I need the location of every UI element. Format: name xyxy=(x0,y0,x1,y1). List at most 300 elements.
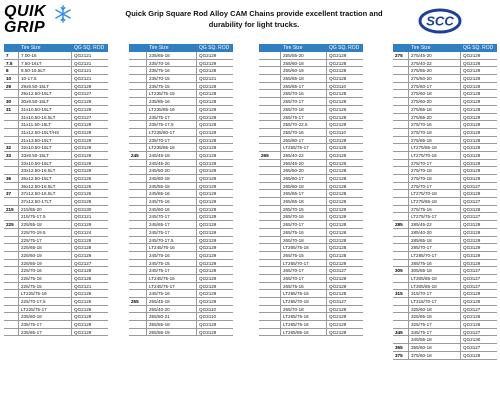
tire-size-cell: 235/70-16 xyxy=(149,60,170,66)
chain-code-cell: QG2121 xyxy=(74,76,92,82)
table-row xyxy=(393,137,497,145)
cell-divider xyxy=(18,306,19,313)
cell-divider xyxy=(326,260,327,267)
cell-divider xyxy=(280,90,281,97)
table-row xyxy=(259,98,363,106)
cell-divider xyxy=(196,221,197,228)
chain-code-cell: QG2129 xyxy=(199,60,217,66)
table-row xyxy=(4,213,108,221)
cell-divider xyxy=(146,106,147,113)
cell-divider xyxy=(460,190,461,197)
tire-size-cell: 265/70-16 xyxy=(283,214,304,220)
tire-size-cell: 235/75-17 xyxy=(149,114,170,120)
cell-divider xyxy=(460,306,461,313)
tire-size-cell: 255/75-17 xyxy=(283,114,304,120)
tire-size-cell: 285/45-22 xyxy=(411,222,432,228)
table-header xyxy=(129,44,233,52)
table-row xyxy=(393,160,497,168)
cell-divider xyxy=(326,329,327,336)
cell-divider xyxy=(71,52,72,59)
table-row xyxy=(4,137,108,145)
cell-divider xyxy=(460,83,461,90)
cell-divider xyxy=(18,190,19,197)
chain-code-cell: QG2121 xyxy=(199,76,217,82)
cell-divider xyxy=(326,144,327,151)
chain-code-cell: QG2128 xyxy=(199,99,217,105)
tire-size-cell: 245/55-18 xyxy=(149,183,170,189)
tire-size-cell: 275/70-18 xyxy=(411,176,432,181)
cell-divider xyxy=(146,275,147,282)
tire-size-cell: 255/70-22.5 xyxy=(283,122,308,128)
cell-divider xyxy=(71,160,72,167)
cell-divider xyxy=(196,160,197,167)
group-cell: 29 xyxy=(6,83,12,89)
table-row xyxy=(259,83,363,91)
cell-divider xyxy=(18,198,19,205)
table-row xyxy=(393,267,497,275)
cell-divider xyxy=(146,137,147,144)
cell-divider xyxy=(18,121,19,128)
table-row xyxy=(259,260,363,268)
tire-size-cell: 225/55-18 xyxy=(21,222,42,228)
table-row xyxy=(259,183,363,191)
cell-divider xyxy=(280,313,281,320)
cell-divider xyxy=(71,283,72,290)
chain-code-cell: QG2128 xyxy=(329,291,347,297)
cell-divider xyxy=(146,306,147,313)
chain-code-cell: QG3129 xyxy=(463,352,481,358)
cell-divider xyxy=(280,98,281,105)
table-row xyxy=(259,114,363,122)
group-cell: 305 xyxy=(395,268,403,274)
table-row xyxy=(129,298,233,306)
group-cell: 375 xyxy=(395,352,403,358)
chain-code-cell: QG2126 xyxy=(463,314,481,320)
cell-divider xyxy=(280,60,281,67)
cell-divider xyxy=(18,60,19,67)
tire-size-cell: 225/70-16 xyxy=(21,268,42,274)
tire-size-cell: LT265/75-16 xyxy=(283,314,309,320)
table-row xyxy=(259,52,363,60)
cell-divider xyxy=(408,237,409,244)
cell-divider xyxy=(280,137,281,144)
cell-divider xyxy=(71,206,72,213)
cell-divider xyxy=(71,90,72,97)
chain-code-cell: QG3129 xyxy=(463,114,481,120)
tire-size-cell: 255/70-16 xyxy=(283,129,304,135)
logo-line-2: GRIP xyxy=(4,19,46,36)
cell-divider xyxy=(71,83,72,90)
table-row xyxy=(4,152,108,160)
table-row xyxy=(393,283,497,291)
cell-divider xyxy=(326,298,327,305)
chain-code-cell: QG3129 xyxy=(463,237,481,243)
chain-code-cell: QG2128 xyxy=(74,268,92,274)
chain-code-cell: QG2126 xyxy=(74,176,92,181)
chain-code-cell: QG2129 xyxy=(199,245,217,251)
table-row xyxy=(4,183,108,191)
page-header xyxy=(0,0,500,42)
cell-divider xyxy=(18,98,19,105)
cell-divider xyxy=(460,60,461,67)
table-row xyxy=(393,106,497,114)
cell-divider xyxy=(280,198,281,205)
group-cell: 355 xyxy=(395,345,403,351)
cell-divider xyxy=(196,260,197,267)
cell-divider xyxy=(18,244,19,251)
cell-divider xyxy=(71,237,72,244)
cell-divider xyxy=(196,329,197,336)
tire-size-cell: LT275/65-18 xyxy=(411,145,437,151)
header-size-label: Tire Size xyxy=(411,45,431,51)
tire-size-cell: 29x9.50-15LT xyxy=(21,83,50,89)
chain-code-cell: QG3129 xyxy=(463,152,481,158)
cell-divider xyxy=(326,98,327,105)
tire-size-cell: 325/75-17 xyxy=(411,322,432,328)
cell-divider xyxy=(196,267,197,274)
cell-divider xyxy=(326,152,327,159)
cell-divider xyxy=(326,83,327,90)
table-row xyxy=(129,175,233,183)
cell-divider xyxy=(326,106,327,113)
chain-code-cell: QG2130 xyxy=(463,337,481,343)
table-row xyxy=(4,206,108,214)
tire-size-cell: 325/60-18 xyxy=(411,306,432,312)
tire-size-cell: LT265/70-18 xyxy=(283,299,309,304)
cell-divider xyxy=(408,52,409,59)
table-row xyxy=(393,229,497,237)
tire-size-cell: 245/70-17.5 xyxy=(149,237,174,243)
cell-divider xyxy=(71,190,72,197)
group-cell: 31 xyxy=(6,106,12,112)
tire-size-cell: 265/50-20 xyxy=(283,168,304,174)
headline: Quick Grip Square Rod Alloy CAM Chains provide excellent traction and durability for light trucks. xyxy=(125,9,383,29)
cell-divider xyxy=(196,275,197,282)
tire-size-cell: LT235/85-16 xyxy=(149,106,175,112)
chain-code-cell: QG2129 xyxy=(329,306,347,312)
chain-code-cell: QG2128 xyxy=(199,68,217,74)
cell-divider xyxy=(408,298,409,305)
tire-size-cell: 275/75-16 xyxy=(411,206,432,212)
tire-size-cell: 215/55-20 xyxy=(21,206,42,212)
tire-size-cell: 235/85-16 xyxy=(149,99,170,105)
tire-size-cell: 255/70-17 xyxy=(283,99,304,105)
table-row xyxy=(259,213,363,221)
cell-divider xyxy=(280,83,281,90)
cell-divider xyxy=(280,306,281,313)
table-row xyxy=(393,52,497,60)
chain-code-cell: QG3129 xyxy=(74,145,92,151)
chain-code-cell: QG2129 xyxy=(199,191,217,197)
cell-divider xyxy=(460,183,461,190)
table-row xyxy=(393,252,497,260)
cell-divider xyxy=(460,329,461,336)
table-row xyxy=(393,221,497,229)
cell-divider xyxy=(460,129,461,136)
chain-code-cell: QG2128 xyxy=(329,76,347,82)
cell-divider xyxy=(196,98,197,105)
table-row xyxy=(4,114,108,122)
table-row xyxy=(393,336,497,344)
chain-code-cell: QG2128 xyxy=(329,168,347,174)
cell-divider xyxy=(408,229,409,236)
cell-divider xyxy=(280,121,281,128)
tire-size-cell: 255/55-20 xyxy=(283,53,304,58)
chain-code-cell: QG3127 xyxy=(463,306,481,312)
chain-code-cell: QG3129 xyxy=(463,260,481,266)
tire-size-cell: 235/65-18 xyxy=(149,53,170,58)
cell-divider xyxy=(460,198,461,205)
cell-divider xyxy=(280,229,281,236)
cell-divider xyxy=(18,321,19,328)
cell-divider xyxy=(146,114,147,121)
cell-divider xyxy=(460,67,461,74)
cell-divider xyxy=(326,183,327,190)
cell-divider xyxy=(408,60,409,67)
chain-code-cell: QG3110 xyxy=(199,306,217,312)
cell-divider xyxy=(460,106,461,113)
cell-divider xyxy=(408,137,409,144)
group-cell: 255 xyxy=(131,299,139,304)
chain-code-cell: QG3129 xyxy=(199,329,217,335)
header-code-label: QG SQ. ROD xyxy=(74,45,105,51)
tire-size-cell: LT275/70-18 xyxy=(411,191,437,197)
chain-code-cell: QG3129 xyxy=(463,176,481,181)
table-row xyxy=(4,106,108,114)
cell-divider xyxy=(460,290,461,297)
tire-size-cell: 235/70-15 xyxy=(149,76,170,82)
table-row xyxy=(4,329,108,337)
table-column-1 xyxy=(4,44,108,336)
table-row xyxy=(259,144,363,152)
table-row xyxy=(259,275,363,283)
cell-divider xyxy=(326,275,327,282)
tire-size-cell: 31x13.50-15LT xyxy=(21,137,52,143)
table-row xyxy=(393,306,497,314)
cell-divider xyxy=(326,137,327,144)
cell-divider xyxy=(460,344,461,351)
table-row xyxy=(129,83,233,91)
chain-code-cell: QG2129 xyxy=(199,237,217,243)
cell-divider xyxy=(326,213,327,220)
table-row xyxy=(259,283,363,291)
tire-size-cell: 33x12.50-16.5LT xyxy=(21,168,56,174)
table-row xyxy=(393,275,497,283)
tire-size-cell: 225/70-19.5 xyxy=(21,229,46,235)
chain-code-cell: QG2129 xyxy=(329,99,347,105)
cell-divider xyxy=(196,206,197,213)
chain-code-cell: QG3127 xyxy=(463,275,481,281)
table-row xyxy=(259,237,363,245)
cell-divider xyxy=(18,260,19,267)
group-cell: 285 xyxy=(395,222,403,228)
chain-code-cell: QG3129 xyxy=(74,168,92,174)
cell-divider xyxy=(196,198,197,205)
table-row xyxy=(393,344,497,352)
cell-divider xyxy=(326,160,327,167)
cell-divider xyxy=(18,252,19,259)
table-row xyxy=(393,352,497,360)
table-row xyxy=(259,252,363,260)
table-header xyxy=(393,44,497,52)
cell-divider xyxy=(146,144,147,151)
group-cell: 245 xyxy=(131,152,139,158)
chain-code-cell: QG2128 xyxy=(329,60,347,66)
cell-divider xyxy=(146,229,147,236)
cell-divider xyxy=(326,221,327,228)
tire-size-cell: 235/75-15 xyxy=(149,83,170,89)
cell-divider xyxy=(408,313,409,320)
tire-size-cell: 265/70-17 xyxy=(283,268,304,274)
group-cell: 315 xyxy=(395,291,403,297)
chain-code-cell: QG2129 xyxy=(199,206,217,212)
chain-code-cell: QG2129 xyxy=(199,229,217,235)
cell-divider xyxy=(408,221,409,228)
chain-code-cell: QG2129 xyxy=(329,214,347,220)
tire-size-cell: LT245/75-17 xyxy=(149,283,175,289)
table-row xyxy=(129,244,233,252)
table-row xyxy=(259,160,363,168)
group-cell: 225 xyxy=(6,222,14,228)
cell-divider xyxy=(146,213,147,220)
cell-divider xyxy=(71,137,72,144)
cell-divider xyxy=(280,267,281,274)
table-row xyxy=(259,167,363,175)
chain-code-cell: QG2129 xyxy=(199,260,217,266)
table-row xyxy=(129,183,233,191)
tire-size-cell: 245/65-17 xyxy=(149,222,170,228)
tire-size-cell: 235/75-16 xyxy=(149,68,170,74)
tire-size-cell: 245/75-16 xyxy=(149,199,170,205)
tire-size-cell: 7.00-16 xyxy=(21,53,37,58)
tire-size-cell: 29x12.50-15LT xyxy=(21,91,52,97)
table-row xyxy=(4,175,108,183)
tire-size-cell: 225/75-16 xyxy=(21,275,42,281)
cell-divider xyxy=(460,114,461,121)
cell-divider xyxy=(18,160,19,167)
tire-size-cell: 255/40-20 xyxy=(149,306,170,312)
cell-divider xyxy=(146,267,147,274)
chain-code-cell: QG2128 xyxy=(74,291,92,297)
tire-size-cell: 275/70-18 xyxy=(411,129,432,135)
table-row xyxy=(4,121,108,129)
cell-divider xyxy=(460,152,461,159)
tire-size-cell: 255/80-17 xyxy=(283,137,304,143)
tire-size-cell: 31x11.50-15LT xyxy=(21,122,52,128)
table-row xyxy=(393,167,497,175)
cell-divider xyxy=(408,244,409,251)
cell-divider xyxy=(18,290,19,297)
header-size-label: Tire Size xyxy=(149,45,169,51)
tire-size-cell: 275/65-20 xyxy=(411,114,432,120)
cell-divider xyxy=(196,237,197,244)
table-row xyxy=(4,52,108,60)
chain-code-cell: QG2129 xyxy=(74,314,92,320)
table-row xyxy=(4,283,108,291)
cell-divider xyxy=(408,352,409,359)
table-row xyxy=(129,283,233,291)
group-cell: 37 xyxy=(6,191,12,197)
tire-size-cell: 235/60-18 xyxy=(21,314,42,320)
chain-code-cell: QG2129 xyxy=(74,99,92,105)
chain-code-cell: QG2128 xyxy=(463,83,481,89)
chain-code-cell: QG2129 xyxy=(199,214,217,220)
table-row xyxy=(259,190,363,198)
tire-size-cell: 255/45-18 xyxy=(149,299,170,304)
chain-code-cell: QG3127 xyxy=(329,268,347,274)
table-row xyxy=(259,106,363,114)
chain-code-cell: QG2129 xyxy=(199,176,217,181)
cell-divider xyxy=(71,167,72,174)
tire-size-cell: LT265/75-16 xyxy=(283,322,309,328)
table-row xyxy=(4,144,108,152)
cell-divider xyxy=(408,98,409,105)
group-cell: 30 xyxy=(6,99,12,105)
group-cell: 8 xyxy=(6,68,9,74)
chain-code-cell: QG3129 xyxy=(463,122,481,128)
cell-divider xyxy=(408,344,409,351)
tire-size-cell: 285/40-20 xyxy=(411,229,432,235)
tire-size-cell: 265/45-20 xyxy=(283,160,304,166)
table-row xyxy=(4,90,108,98)
cell-divider xyxy=(18,175,19,182)
cell-divider xyxy=(18,144,19,151)
chain-code-cell: QG2129 xyxy=(199,283,217,289)
tire-size-cell: 245/65-16 xyxy=(149,191,170,197)
tire-size-cell: 275/70-17 xyxy=(411,160,432,166)
table-row xyxy=(259,198,363,206)
cell-divider xyxy=(196,190,197,197)
chain-code-cell: QG3127 xyxy=(74,114,92,120)
tire-size-cell: 275/50-20 xyxy=(411,76,432,82)
cell-divider xyxy=(18,313,19,320)
tire-size-cell: LT255/75-17 xyxy=(283,145,309,151)
cell-divider xyxy=(460,321,461,328)
cell-divider xyxy=(196,229,197,236)
chain-code-cell: QG3127 xyxy=(463,214,481,220)
tire-size-cell: 285/65-18 xyxy=(411,237,432,243)
chain-code-cell: QG2126 xyxy=(463,299,481,304)
cell-divider xyxy=(280,298,281,305)
cell-divider xyxy=(460,252,461,259)
header-code-label: QG SQ. ROD xyxy=(329,45,360,51)
cell-divider xyxy=(146,75,147,82)
cell-divider xyxy=(18,90,19,97)
cell-divider xyxy=(408,160,409,167)
chain-code-cell: QG2125 xyxy=(74,299,92,304)
table-row xyxy=(259,67,363,75)
cell-divider xyxy=(326,267,327,274)
table-row xyxy=(393,213,497,221)
tire-size-cell: 225/75-17 xyxy=(21,237,42,243)
cell-divider xyxy=(280,52,281,59)
tire-size-cell: 255/60-18 xyxy=(283,60,304,66)
tire-size-cell: 245/50-20 xyxy=(149,168,170,174)
chain-code-cell: QG2128 xyxy=(463,91,481,97)
cell-divider xyxy=(196,167,197,174)
cell-divider xyxy=(280,129,281,136)
table-row xyxy=(129,160,233,168)
table-row xyxy=(129,67,233,75)
cell-divider xyxy=(460,121,461,128)
cell-divider xyxy=(326,313,327,320)
group-cell: 33 xyxy=(6,152,12,158)
chain-code-cell: QG2121 xyxy=(74,283,92,289)
table-row xyxy=(259,267,363,275)
cell-divider xyxy=(196,75,197,82)
tire-size-cell: 33x9.50-15LT xyxy=(21,152,50,158)
cell-divider xyxy=(326,237,327,244)
